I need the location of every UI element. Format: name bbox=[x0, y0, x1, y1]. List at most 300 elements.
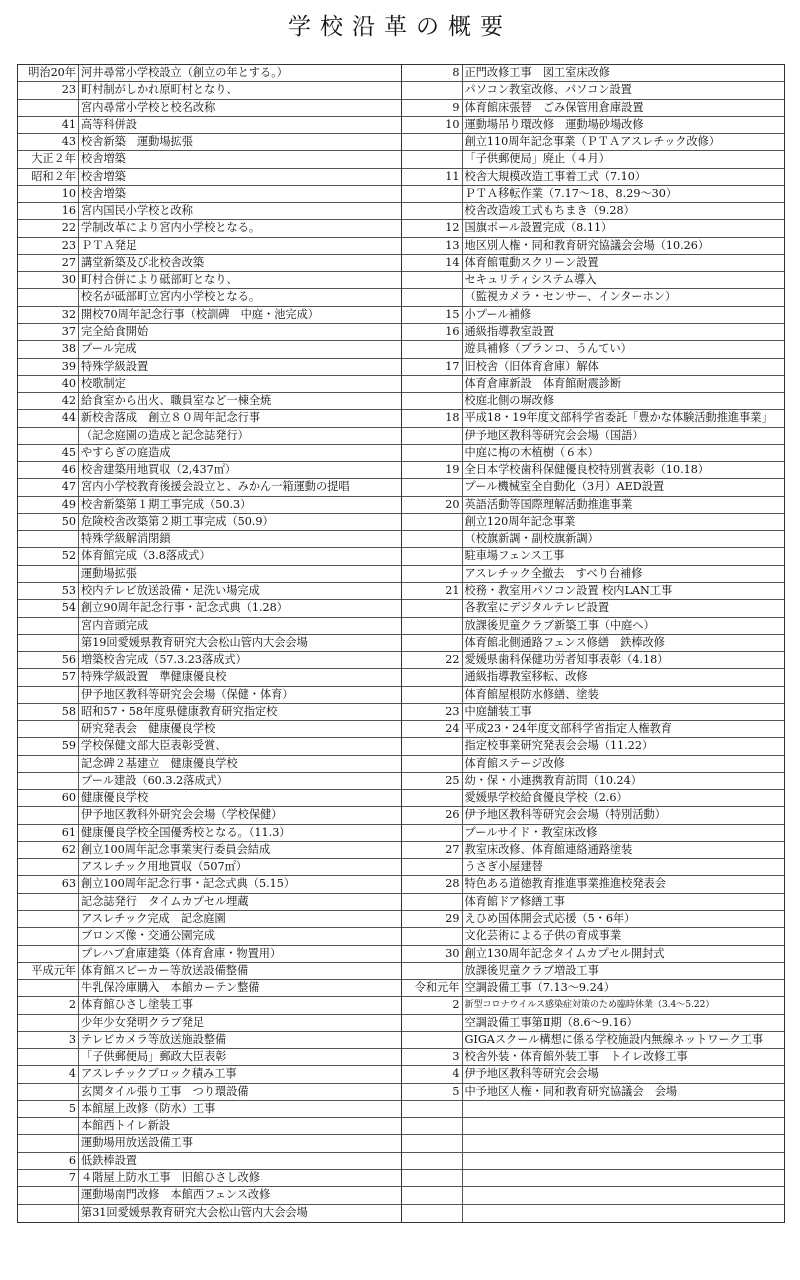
history-row bbox=[402, 376, 785, 393]
history-row bbox=[18, 548, 401, 565]
history-row bbox=[18, 635, 401, 652]
event-cell: 校歌制定 bbox=[81, 376, 126, 390]
event-cell: 昭和57・58年度県健康教育研究指定校 bbox=[81, 704, 278, 718]
year-cell: 40 bbox=[18, 376, 79, 392]
year-cell bbox=[402, 790, 463, 806]
event-cell: 宮内小学校教育後援会設立と、みかん一箱運動の提唱 bbox=[81, 480, 350, 494]
year-cell: 27 bbox=[18, 255, 79, 271]
year-cell: 49 bbox=[18, 497, 79, 513]
event-cell: 校庭北側の塀改修 bbox=[464, 394, 555, 408]
history-row bbox=[18, 479, 401, 496]
history-row bbox=[402, 324, 785, 341]
event-cell: 給食室から出火、職員室など一棟全焼 bbox=[81, 394, 272, 408]
year-cell: 23 bbox=[18, 82, 79, 98]
history-column-right bbox=[402, 65, 785, 1222]
event-cell: 校務・教室用パソコン設置 校内LAN工事 bbox=[464, 583, 673, 597]
event-cell: 牛乳保冷庫購入 本館カーテン整備 bbox=[81, 981, 260, 995]
year-cell bbox=[18, 1118, 79, 1134]
event-cell: 創立100周年記念事業実行委員会結成 bbox=[81, 842, 271, 856]
year-cell: 39 bbox=[18, 359, 79, 375]
event-cell: 記念誌発行 タイムカプセル埋蔵 bbox=[81, 894, 249, 908]
year-cell: 4 bbox=[402, 1066, 463, 1082]
event-cell: ブロンズ像・交通公園完成 bbox=[81, 929, 215, 943]
year-cell: 41 bbox=[18, 117, 79, 133]
year-cell: 23 bbox=[402, 704, 463, 720]
history-row bbox=[18, 359, 401, 376]
history-row bbox=[402, 738, 785, 755]
event-cell bbox=[463, 1170, 785, 1186]
history-row bbox=[402, 82, 785, 99]
year-cell bbox=[402, 1101, 463, 1117]
history-row bbox=[18, 807, 401, 824]
event-cell: 小プール補修 bbox=[464, 307, 532, 321]
event-cell: 伊予地区教科等研究会会場（保健・体育） bbox=[81, 687, 294, 701]
year-cell bbox=[402, 963, 463, 979]
history-row bbox=[18, 100, 401, 117]
year-cell: 22 bbox=[402, 652, 463, 668]
history-row bbox=[18, 980, 401, 997]
event-cell bbox=[463, 1135, 785, 1151]
history-row bbox=[18, 169, 401, 186]
history-row bbox=[18, 272, 401, 289]
history-row bbox=[402, 462, 785, 479]
event-cell: 教室床改修、体育館連絡通路塗装 bbox=[464, 842, 633, 856]
history-row bbox=[402, 1170, 785, 1187]
year-cell: 56 bbox=[18, 652, 79, 668]
year-cell bbox=[18, 859, 79, 875]
history-row bbox=[402, 255, 785, 272]
event-cell: 平成18・19年度文部科学省委託「豊かな体験活動推進事業」 bbox=[464, 411, 773, 425]
year-cell bbox=[402, 1205, 463, 1222]
history-row bbox=[18, 1118, 401, 1135]
history-row bbox=[402, 445, 785, 462]
event-cell: 危険校舎改築第２期工事完成（50.9） bbox=[81, 514, 274, 528]
event-cell: 地区別人権・同和教育研究協議会会場（10.26） bbox=[464, 238, 710, 252]
history-row bbox=[402, 514, 785, 531]
year-cell bbox=[402, 635, 463, 651]
history-row bbox=[402, 807, 785, 824]
event-cell: 体育館ひさし塗装工事 bbox=[81, 998, 193, 1012]
year-cell bbox=[402, 514, 463, 530]
event-cell: 文化芸術による子供の育成事業 bbox=[464, 929, 622, 943]
event-cell: 学制改革により宮内小学校となる。 bbox=[81, 221, 261, 235]
year-cell bbox=[402, 531, 463, 547]
year-cell bbox=[402, 859, 463, 875]
event-cell: 新型コロナウイルス感染症対策のため臨時休業（3.4～5.22） bbox=[464, 1000, 715, 1011]
history-row bbox=[402, 1032, 785, 1049]
history-row bbox=[18, 1153, 401, 1170]
event-cell: プールサイド・教室床改修 bbox=[464, 825, 598, 839]
event-cell: 空調設備工事（7.13～9.24） bbox=[464, 981, 616, 995]
event-cell: 伊予地区教科等研究会会場（特別活動） bbox=[464, 808, 666, 822]
year-cell: 61 bbox=[18, 825, 79, 841]
year-cell bbox=[18, 289, 79, 305]
event-cell: 各教室にデジタルテレビ設置 bbox=[464, 601, 610, 615]
history-row bbox=[402, 842, 785, 859]
history-row bbox=[18, 859, 401, 876]
event-cell: 遊具補修（ブランコ、うんてい） bbox=[464, 342, 632, 356]
history-row bbox=[18, 186, 401, 203]
event-cell: 校舎外装・体育館外装工事 トイレ改修工事 bbox=[464, 1050, 688, 1064]
event-cell: 通級指導教室設置 bbox=[464, 324, 555, 338]
event-cell: 本館西トイレ新設 bbox=[81, 1119, 170, 1133]
event-cell: 旧校舎（旧体育倉庫）解体 bbox=[464, 359, 599, 373]
event-cell: 指定校事業研究発表会会場（11.22） bbox=[464, 739, 654, 753]
event-cell: アスレチック全撤去 すべり台補修 bbox=[464, 566, 643, 580]
history-row bbox=[402, 359, 785, 376]
history-row bbox=[402, 652, 785, 669]
year-cell bbox=[402, 203, 463, 219]
year-cell bbox=[402, 894, 463, 910]
year-cell bbox=[402, 134, 463, 150]
year-cell: 2 bbox=[18, 997, 79, 1013]
history-row bbox=[18, 410, 401, 427]
year-cell bbox=[402, 1118, 463, 1134]
event-cell: 正門改修工事 図工室床改修 bbox=[464, 66, 610, 79]
event-cell: 通級指導教室移転、改修 bbox=[464, 670, 588, 684]
event-cell: 町村合併により砥部町となり、 bbox=[81, 273, 238, 287]
year-cell bbox=[18, 773, 79, 789]
event-cell: 運動場南門改修 本館西フェンス改修 bbox=[81, 1188, 271, 1202]
history-row bbox=[402, 1084, 785, 1101]
event-cell: 学校保健文部大臣表彰受賞、 bbox=[81, 739, 227, 753]
history-row bbox=[402, 272, 785, 289]
event-cell: 愛媛県学校給食優良学校（2.6） bbox=[464, 791, 628, 805]
year-cell: 2 bbox=[402, 997, 463, 1013]
event-cell: 校舎改造竣工式もちまき（9.28） bbox=[464, 204, 635, 218]
event-cell: 体育館完成（3.8落成式） bbox=[81, 549, 211, 563]
event-cell: 運動場用放送設備工事 bbox=[81, 1136, 193, 1150]
event-cell: 校舎増築 bbox=[81, 186, 126, 200]
history-row bbox=[18, 255, 401, 272]
year-cell bbox=[402, 687, 463, 703]
year-cell: 3 bbox=[18, 1032, 79, 1048]
event-cell: 校舎増築 bbox=[81, 152, 126, 166]
event-cell: 創立90周年記念行事・記念式典（1.28） bbox=[81, 601, 288, 615]
history-row bbox=[402, 911, 785, 928]
event-cell: 空調設備工事第Ⅱ期（8.6～9.16） bbox=[464, 1015, 638, 1029]
event-cell: 幼・保・小連携教育訪問（10.24） bbox=[464, 773, 642, 787]
year-cell bbox=[402, 548, 463, 564]
year-cell bbox=[18, 928, 79, 944]
year-cell bbox=[402, 1032, 463, 1048]
history-row bbox=[402, 1049, 785, 1066]
event-cell: プール機械室全自動化（3月）AED設置 bbox=[464, 480, 665, 494]
history-row bbox=[18, 393, 401, 410]
year-cell: 4 bbox=[18, 1066, 79, 1082]
history-row bbox=[402, 600, 785, 617]
history-row bbox=[402, 428, 785, 445]
history-row bbox=[18, 652, 401, 669]
year-cell bbox=[18, 911, 79, 927]
history-row bbox=[402, 100, 785, 117]
history-row bbox=[18, 65, 401, 82]
history-row bbox=[402, 548, 785, 565]
history-row bbox=[402, 289, 785, 306]
year-cell bbox=[402, 186, 463, 202]
year-cell: 22 bbox=[18, 220, 79, 236]
history-row bbox=[18, 1205, 401, 1222]
year-cell bbox=[18, 1135, 79, 1151]
event-cell: ＰＴＡ発足 bbox=[81, 238, 137, 252]
event-cell: 体育館ドア修繕工事 bbox=[464, 894, 565, 908]
event-cell: 「子供郵便局」廃止（４月） bbox=[464, 152, 610, 166]
year-cell: 明治20年 bbox=[18, 65, 79, 81]
event-cell: ＰＴＡ移転作業（7.17～18、8.29～30） bbox=[464, 186, 678, 200]
event-cell: プレハブ倉庫建築（体育倉庫・物置用） bbox=[81, 946, 282, 960]
history-row bbox=[402, 151, 785, 168]
event-cell: 体育館北側通路フェンス修繕 鉄棒改修 bbox=[464, 635, 665, 649]
history-row bbox=[18, 289, 401, 306]
history-row bbox=[18, 790, 401, 807]
event-cell: 低鉄棒設置 bbox=[81, 1153, 137, 1167]
event-cell: 特殊学級設置 準健康優良校 bbox=[81, 670, 227, 684]
year-cell bbox=[18, 531, 79, 547]
year-cell: 53 bbox=[18, 583, 79, 599]
event-cell: 第19回愛媛県教育研究大会松山管内大会会場 bbox=[81, 635, 308, 649]
event-cell: 駐車場フェンス工事 bbox=[464, 549, 565, 563]
event-cell: プール完成 bbox=[81, 342, 137, 356]
year-cell: 8 bbox=[402, 65, 463, 81]
year-cell bbox=[402, 756, 463, 772]
year-cell: 大正２年 bbox=[18, 151, 79, 167]
history-row bbox=[402, 980, 785, 997]
history-row bbox=[18, 738, 401, 755]
event-cell: 放課後児童クラブ新築工事（中庭へ） bbox=[464, 618, 655, 632]
year-cell: 45 bbox=[18, 445, 79, 461]
year-cell bbox=[402, 393, 463, 409]
history-row bbox=[18, 531, 401, 548]
history-row bbox=[18, 963, 401, 980]
event-cell: 宮内国民小学校と改称 bbox=[81, 204, 193, 218]
event-cell: 創立120周年記念事業 bbox=[464, 514, 576, 528]
year-cell bbox=[402, 272, 463, 288]
year-cell: 27 bbox=[402, 842, 463, 858]
event-cell: 開校70周年記念行事（校訓碑 中庭・池完成） bbox=[81, 307, 319, 321]
event-cell: 宮内尋常小学校と校名改称 bbox=[81, 100, 216, 114]
year-cell: 42 bbox=[18, 393, 79, 409]
event-cell: 校内テレビ放送設備・足洗い場完成 bbox=[81, 583, 260, 597]
event-cell: 体育館スピーカー等放送設備整備 bbox=[81, 963, 249, 977]
year-cell: 7 bbox=[18, 1170, 79, 1186]
year-cell bbox=[402, 600, 463, 616]
event-cell: 放課後児童クラブ増設工事 bbox=[464, 963, 599, 977]
history-column-left bbox=[18, 65, 402, 1222]
event-cell: 中庭に梅の木植樹（６本） bbox=[464, 445, 599, 459]
year-cell: 11 bbox=[402, 169, 463, 185]
year-cell bbox=[402, 1135, 463, 1151]
year-cell: 17 bbox=[402, 359, 463, 375]
event-cell: プール建設（60.3.2落成式） bbox=[81, 773, 228, 787]
year-cell: 59 bbox=[18, 738, 79, 754]
event-cell: 健康優良学校全国優秀校となる。（11.3） bbox=[81, 825, 291, 839]
event-cell: 講堂新築及び北校舎改築 bbox=[81, 255, 205, 269]
event-cell: （校旗新調・副校旗新調） bbox=[464, 532, 599, 546]
history-row bbox=[18, 134, 401, 151]
history-row bbox=[402, 876, 785, 893]
history-row bbox=[18, 1066, 401, 1083]
history-row bbox=[18, 928, 401, 945]
history-row bbox=[18, 376, 401, 393]
history-row bbox=[18, 307, 401, 324]
event-cell: 校舎増築 bbox=[81, 169, 126, 183]
history-row bbox=[402, 687, 785, 704]
history-row bbox=[402, 1118, 785, 1135]
year-cell bbox=[402, 376, 463, 392]
event-cell: 校舎建築用地買収（2,437㎡） bbox=[81, 463, 237, 477]
event-cell: 体育館床張替 ごみ保管用倉庫設置 bbox=[464, 100, 644, 114]
event-cell: 体育倉庫新設 体育館耐震診断 bbox=[464, 376, 622, 390]
year-cell: 6 bbox=[18, 1153, 79, 1169]
history-row bbox=[18, 1049, 401, 1066]
history-row bbox=[402, 618, 785, 635]
history-row bbox=[18, 1084, 401, 1101]
year-cell: 10 bbox=[402, 117, 463, 133]
year-cell bbox=[18, 635, 79, 651]
year-cell: 19 bbox=[402, 462, 463, 478]
event-cell: 特殊学級設置 bbox=[81, 359, 149, 373]
year-cell bbox=[18, 1015, 79, 1031]
event-cell: 玄関タイル張り工事 つり環設備 bbox=[81, 1084, 249, 1098]
event-cell: 全日本学校歯科保健優良校特別賞表彰（10.18） bbox=[464, 463, 710, 477]
history-row bbox=[18, 1170, 401, 1187]
event-cell: やすらぎの庭造成 bbox=[81, 445, 171, 459]
history-row bbox=[18, 1135, 401, 1152]
year-cell bbox=[18, 756, 79, 772]
history-row bbox=[402, 773, 785, 790]
history-row bbox=[402, 1066, 785, 1083]
year-cell: 47 bbox=[18, 479, 79, 495]
event-cell: ４階屋上防水工事 旧館ひさし改修 bbox=[81, 1171, 261, 1184]
history-row bbox=[402, 220, 785, 237]
year-cell bbox=[402, 151, 463, 167]
history-row bbox=[18, 238, 401, 255]
year-cell: 43 bbox=[18, 134, 79, 150]
event-cell bbox=[463, 1205, 785, 1222]
year-cell: 24 bbox=[402, 721, 463, 737]
event-cell: 校舎新築第１期工事完成（50.3） bbox=[81, 497, 252, 511]
event-cell: セキュリティシステム導入 bbox=[464, 273, 597, 287]
history-row bbox=[18, 669, 401, 686]
year-cell bbox=[18, 721, 79, 737]
history-row bbox=[402, 1101, 785, 1118]
history-row bbox=[402, 928, 785, 945]
event-cell: 伊予地区教科等研究会会場 bbox=[464, 1067, 599, 1081]
event-cell: 英語活動等国際理解活動推進事業 bbox=[464, 497, 633, 511]
year-cell: 平成元年 bbox=[18, 963, 79, 979]
history-row bbox=[18, 341, 401, 358]
year-cell bbox=[402, 1187, 463, 1203]
event-cell: アスレチック用地買収（507㎡） bbox=[81, 860, 248, 874]
event-cell: 河井尋常小学校設立（創立の年とする。） bbox=[81, 66, 288, 79]
year-cell: 14 bbox=[402, 255, 463, 271]
history-row bbox=[402, 531, 785, 548]
year-cell: 29 bbox=[402, 911, 463, 927]
event-cell: 本館屋上改修（防水）工事 bbox=[81, 1101, 216, 1115]
history-row bbox=[18, 203, 401, 220]
year-cell bbox=[18, 894, 79, 910]
history-row bbox=[402, 203, 785, 220]
year-cell bbox=[402, 1153, 463, 1169]
year-cell: 60 bbox=[18, 790, 79, 806]
year-cell: 令和元年 bbox=[402, 980, 463, 996]
year-cell: 37 bbox=[18, 324, 79, 340]
year-cell: 50 bbox=[18, 514, 79, 530]
history-row bbox=[18, 894, 401, 911]
year-cell: 5 bbox=[18, 1101, 79, 1117]
year-cell: 32 bbox=[18, 307, 79, 323]
event-cell: 特色ある道徳教育推進事業推進校発表会 bbox=[464, 877, 666, 891]
year-cell: 30 bbox=[402, 946, 463, 962]
history-row bbox=[18, 704, 401, 721]
year-cell bbox=[402, 738, 463, 754]
event-cell: 伊予地区教科外研究会会場（学校保健） bbox=[81, 808, 283, 822]
event-cell: GIGAスクール構想に係る学校施設内無線ネットワーク工事 bbox=[464, 1032, 764, 1046]
year-cell: 30 bbox=[18, 272, 79, 288]
history-row bbox=[18, 445, 401, 462]
history-row bbox=[18, 324, 401, 341]
year-cell: 5 bbox=[402, 1084, 463, 1100]
year-cell: 54 bbox=[18, 600, 79, 616]
year-cell: 58 bbox=[18, 704, 79, 720]
event-cell: 増築校舎完成（57.3.23落成式） bbox=[81, 653, 247, 667]
event-cell: 伊予地区教科等研究会会場（国語） bbox=[464, 428, 644, 442]
history-row bbox=[402, 825, 785, 842]
event-cell: 研究発表会 健康優良学校 bbox=[81, 722, 216, 736]
history-row bbox=[402, 721, 785, 738]
year-cell bbox=[18, 428, 79, 444]
history-row bbox=[18, 721, 401, 738]
year-cell: 9 bbox=[402, 100, 463, 116]
year-cell bbox=[18, 1049, 79, 1065]
history-row bbox=[18, 946, 401, 963]
history-row bbox=[402, 997, 785, 1014]
event-cell: 体育館ステージ改修 bbox=[464, 756, 565, 770]
year-cell: 昭和２年 bbox=[18, 169, 79, 185]
year-cell bbox=[402, 428, 463, 444]
event-cell: 新校舎落成 創立８０周年記念行事 bbox=[81, 411, 261, 425]
year-cell: 28 bbox=[402, 876, 463, 892]
event-cell: 体育館屋根防水修繕、塗装 bbox=[464, 687, 599, 701]
history-row bbox=[18, 997, 401, 1014]
history-row bbox=[402, 410, 785, 427]
history-table bbox=[17, 64, 785, 1223]
event-cell: テレビカメラ等放送施設整備 bbox=[81, 1032, 227, 1046]
year-cell bbox=[402, 669, 463, 685]
history-row bbox=[402, 65, 785, 82]
year-cell bbox=[18, 687, 79, 703]
event-cell: アスレチックブロック積み工事 bbox=[81, 1067, 237, 1081]
history-row bbox=[402, 134, 785, 151]
year-cell bbox=[18, 946, 79, 962]
event-cell: 校舎新築 運動場拡張 bbox=[81, 135, 193, 149]
year-cell: 3 bbox=[402, 1049, 463, 1065]
event-cell: えひめ国体開会式応援（5・6年） bbox=[464, 912, 636, 926]
year-cell bbox=[402, 479, 463, 495]
event-cell: うさぎ小屋建替 bbox=[464, 860, 543, 874]
event-cell: 校名が砥部町立宮内小学校となる。 bbox=[81, 290, 261, 304]
event-cell: 高等科併設 bbox=[81, 117, 137, 131]
year-cell: 10 bbox=[18, 186, 79, 202]
history-row bbox=[18, 842, 401, 859]
year-cell: 52 bbox=[18, 548, 79, 564]
history-row bbox=[402, 963, 785, 980]
history-row bbox=[18, 618, 401, 635]
event-cell: 町村制がしかれ原町村となり、 bbox=[81, 83, 238, 97]
year-cell: 16 bbox=[18, 203, 79, 219]
history-row bbox=[402, 307, 785, 324]
event-cell: 記念碑２基建立 健康優良学校 bbox=[81, 756, 238, 770]
